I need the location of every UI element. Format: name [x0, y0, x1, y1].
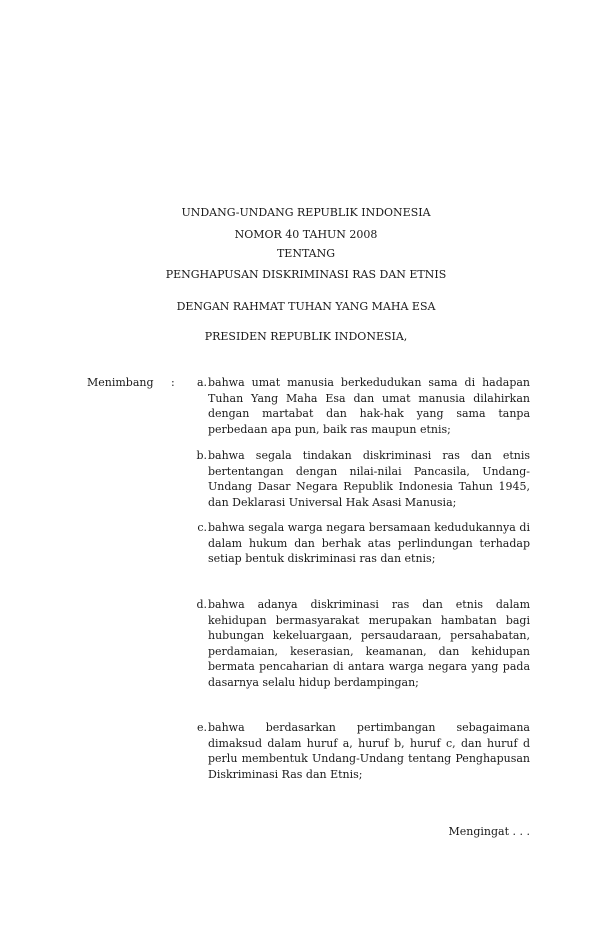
blessing-line: DENGAN RAHMAT TUHAN YANG MAHA ESA	[176, 300, 436, 313]
clause-text: bahwa segala tindakan diskriminasi ras dan etnis bertentangan dengan nilai-nilai Pancasila, Undang-Undang Dasar Negara Republik Indonesia Tahun 1945, dan Deklarasi Universal Hak Asasi Manusia;	[208, 449, 530, 509]
law-about-label: TENTANG	[276, 247, 336, 260]
law-number: NOMOR 40 TAHUN 2008	[234, 228, 378, 241]
clause-letter: c.	[197, 521, 207, 534]
considering-colon: :	[171, 376, 175, 389]
law-subject: PENGHAPUSAN DISKRIMINASI RAS DAN ETNIS	[165, 268, 447, 281]
clause-text: bahwa adanya diskriminasi ras dan etnis dalam kehidupan bermasyarakat merupakan hambatan bagi hubungan kekeluargaan, persaudaraan, persahabatan, perdamaian, keserasian, keamanan, dan kehidupan bermata pencaharian di antara warga negara yang pada dasarnya selalu hidup berdampingan;	[208, 598, 530, 689]
clause-text: bahwa umat manusia berkedudukan sama di hadapan Tuhan Yang Maha Esa dan umat manusia dilahirkan dengan martabat dan hak-hak yang sama tanpa perbedaan apa pun, baik ras maupun etnis;	[208, 376, 530, 436]
continuation-marker: Mengingat . . .	[448, 825, 530, 838]
clause-text: bahwa segala warga negara bersamaan kedudukannya di dalam hukum dan berhak atas perlindungan terhadap setiap bentuk diskriminasi ras dan etnis;	[208, 521, 530, 565]
clause-letter: e.	[196, 721, 207, 734]
clause-letter: b.	[196, 449, 207, 462]
clause-letter: a.	[196, 376, 207, 389]
considering-label: Menimbang	[87, 376, 154, 389]
law-title: UNDANG-UNDANG REPUBLIK INDONESIA	[181, 206, 431, 219]
president-line: PRESIDEN REPUBLIK INDONESIA,	[204, 330, 408, 343]
clause-letter: d.	[196, 598, 207, 611]
clause-text: bahwa berdasarkan pertimbangan sebagaimana dimaksud dalam huruf a, huruf b, huruf c, dan huruf d perlu membentuk Undang-Undang tentang Penghapusan Diskriminasi Ras dan Etnis;	[208, 721, 530, 781]
